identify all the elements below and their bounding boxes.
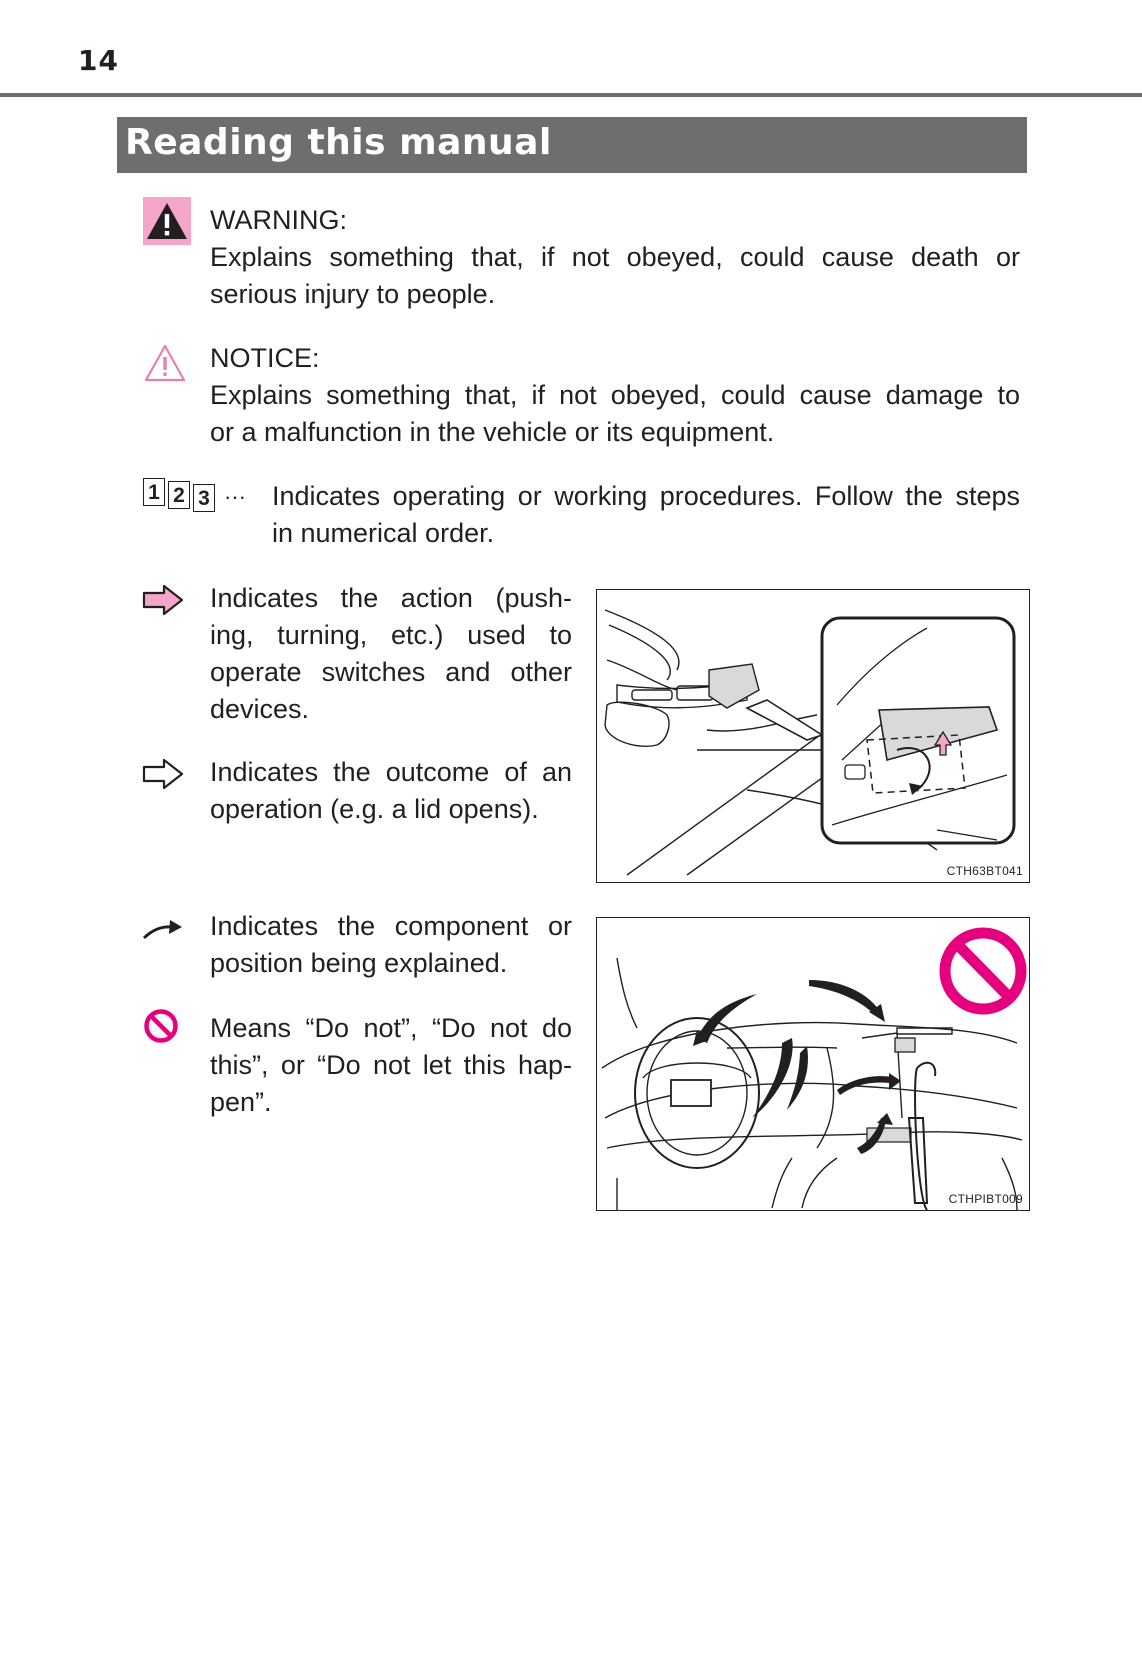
- donot-text-line1: Means “Do not”, “Do not do: [210, 1013, 572, 1043]
- outcome-text-line2: operation (e.g. a lid opens).: [210, 794, 539, 824]
- action-arrow-icon: [142, 584, 184, 621]
- warning-text-line2: serious injury to people.: [210, 279, 496, 309]
- step-box-2: 2: [168, 481, 190, 509]
- outcome-arrow-icon: [142, 758, 184, 795]
- notice-icon: [143, 343, 187, 388]
- section-title: Reading this manual: [125, 122, 552, 163]
- warning-icon: [143, 197, 191, 250]
- action-text-line2: ing, turning, etc.) used to: [210, 620, 572, 650]
- instrument-panel-illustration: [597, 918, 1029, 1210]
- figure-instrument-panel: [596, 917, 1030, 1211]
- page-number: 14: [78, 44, 119, 77]
- prohibition-icon: [143, 1008, 179, 1049]
- action-text-line3: operate switches and other: [210, 657, 572, 687]
- steps-text-line1: Indicates operating or working procedures. Follow the steps: [272, 481, 1020, 511]
- step-box-1: 1: [143, 478, 165, 506]
- section-header: [117, 117, 1027, 173]
- figure2-code: CTHPIBT009: [948, 1192, 1023, 1206]
- step-dots: ···: [224, 484, 246, 509]
- notice-text-line1: Explains something that, if not obeyed, could cause damage to: [210, 380, 1020, 410]
- action-text-line1: Indicates the action (push-: [210, 583, 572, 613]
- component-text-line2: position being explained.: [210, 948, 508, 978]
- header-divider: [0, 93, 1142, 97]
- notice-text-line2: or a malfunction in the vehicle or its equipment.: [210, 417, 775, 447]
- outcome-text-line1: Indicates the outcome of an: [210, 757, 572, 787]
- warning-label: WARNING:: [210, 205, 347, 235]
- warning-text-line1: Explains something that, if not obeyed, could cause death or: [210, 242, 1020, 272]
- action-text-line4: devices.: [210, 694, 310, 724]
- component-arrow-icon: [142, 918, 184, 947]
- steps-text-line2: in numerical order.: [272, 518, 495, 548]
- notice-label: NOTICE:: [210, 343, 320, 373]
- component-text-line1: Indicates the component or: [210, 911, 572, 941]
- step-box-3: 3: [193, 484, 215, 512]
- overhead-console-illustration: [597, 590, 1029, 882]
- figure1-code: CTH63BT041: [946, 864, 1023, 878]
- donot-text-line2: this”, or “Do not let this hap-: [210, 1050, 572, 1080]
- donot-text-line3: pen”.: [210, 1087, 272, 1117]
- figure-overhead-console: [596, 589, 1030, 883]
